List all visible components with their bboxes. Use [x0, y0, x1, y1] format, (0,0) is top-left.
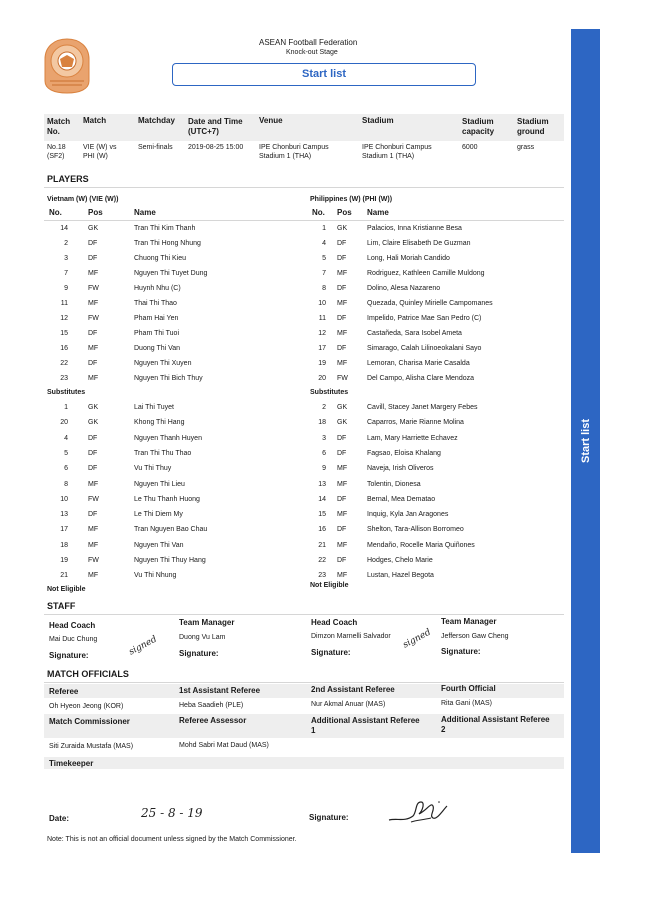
player-name: Lustan, Hazel Begota: [367, 572, 434, 580]
divider: [44, 187, 564, 188]
aff-logo: [42, 37, 92, 95]
player-name: Impelido, Patrice Mae San Pedro (C): [367, 315, 482, 322]
assessor-label: Referee Assessor: [179, 716, 247, 725]
player-number: 14: [60, 225, 68, 232]
player-name: Lim, Claire Elisabeth De Guzman: [367, 240, 471, 247]
player-position: DF: [337, 449, 347, 457]
signature-scribble-icon: [387, 796, 457, 826]
player-number: 4: [322, 240, 326, 247]
away-team-manager-name: Jefferson Gaw Cheng: [441, 633, 509, 640]
player-number: 3: [322, 434, 326, 442]
player-name: Shelton, Tara-Allison Borromeo: [367, 526, 464, 534]
player-name: Vu Thi Nhung: [134, 572, 177, 580]
away-coach-signature-label: Signature:: [311, 648, 351, 657]
player-name: Lemoran, Charisa Marie Casalda: [367, 360, 470, 367]
home-handwritten-signed: signed: [127, 634, 159, 658]
away-not-eligible-label: Not Eligible: [310, 582, 349, 589]
player-name: Chuong Thi Kieu: [134, 255, 187, 262]
away-col-name: Name: [367, 208, 389, 217]
match-no-value: No.18: [47, 144, 66, 151]
player-position: MF: [337, 480, 348, 488]
player-name: Tran Thi Kim Thanh: [134, 225, 196, 232]
player-number: 16: [60, 345, 68, 352]
player-number: 9: [322, 465, 326, 473]
col-date-time: Date and Time (UTC+7): [188, 117, 243, 136]
stage-name: Knock-out Stage: [286, 49, 338, 56]
assessor-name: Mohd Sabri Mat Daud (MAS): [179, 742, 269, 749]
fourth-official-label: Fourth Official: [441, 684, 496, 693]
player-name: Tran Thi Thu Thao: [134, 449, 192, 457]
player-position: DF: [337, 285, 347, 292]
player-position: FW: [88, 285, 99, 292]
player-number: 12: [60, 315, 68, 322]
timekeeper-label: Timekeeper: [49, 759, 94, 768]
player-name: Duong Thi Van: [134, 345, 181, 352]
player-position: MF: [88, 541, 99, 549]
player-position: DF: [88, 255, 98, 262]
player-position: DF: [337, 240, 347, 247]
away-substitutes-label: Substitutes: [310, 389, 349, 396]
player-number: 10: [318, 300, 326, 307]
player-name: Le Thi Diem My: [134, 511, 183, 519]
player-position: DF: [88, 330, 98, 337]
player-name: Tran Nguyen Bao Chau: [134, 526, 208, 534]
officials-band: [44, 757, 564, 769]
home-coach-signature-label: Signature:: [49, 651, 89, 660]
player-name: Lai Thi Tuyet: [134, 404, 174, 411]
player-number: 17: [318, 345, 326, 352]
side-title-text: Start list: [579, 418, 592, 464]
referee-name: Oh Hyeon Jeong (KOR): [49, 703, 124, 710]
home-substitutes-label: Substitutes: [47, 389, 86, 396]
player-name: Nguyen Thi Thuy Hang: [134, 557, 206, 564]
player-number: 16: [318, 526, 326, 534]
player-name: Tran Thi Hong Nhung: [134, 240, 201, 247]
player-position: MF: [337, 572, 348, 580]
player-name: Bernal, Mea Dematao: [367, 495, 436, 503]
player-name: Le Thu Thanh Huong: [134, 495, 200, 503]
divider: [44, 682, 564, 683]
player-position: DF: [88, 240, 98, 247]
player-name: Nguyen Thanh Huyen: [134, 434, 202, 442]
footer-note: Note: This is not an official document unless signed by the Match Commissioner.: [47, 836, 297, 843]
footer-date-value: 25 - 8 - 19: [141, 806, 203, 820]
col-match: Match: [83, 116, 107, 125]
player-number: 5: [64, 449, 68, 457]
player-number: 15: [60, 330, 68, 337]
player-number: 5: [322, 255, 326, 262]
player-number: 8: [322, 285, 326, 292]
player-position: MF: [88, 572, 99, 580]
venue-value: IPE Chonburi Campus: [259, 144, 329, 151]
player-name: Pham Hai Yen: [134, 315, 179, 322]
aar2-label: Additional Assistant Referee: [441, 715, 550, 724]
player-position: MF: [88, 345, 99, 352]
divider: [44, 614, 564, 615]
away-head-coach-label: Head Coach: [311, 618, 358, 627]
player-position: DF: [337, 434, 347, 442]
player-position: MF: [337, 270, 348, 277]
player-position: DF: [337, 315, 347, 322]
col-match-no: Match No.: [47, 117, 71, 136]
player-number: 12: [318, 330, 326, 337]
side-title-bar: [571, 29, 600, 853]
player-position: DF: [337, 557, 347, 564]
player-number: 1: [322, 225, 326, 232]
home-col-pos: Pos: [88, 208, 103, 217]
ground-value: grass: [517, 144, 535, 151]
player-number: 9: [64, 285, 68, 292]
player-name: Nguyen Thi Lieu: [134, 480, 185, 488]
player-name: Fagsao, Eloisa Khalang: [367, 449, 441, 457]
player-position: MF: [88, 526, 99, 534]
player-name: Mendaño, Rocelle Maria Quiñones: [367, 541, 475, 549]
ar1-name: Heba Saadieh (PLE): [179, 702, 244, 709]
player-name: Quezada, Quinley Mirielle Campomanes: [367, 300, 493, 307]
players-section-title: PLAYERS: [47, 174, 89, 184]
col-matchday: Matchday: [138, 116, 175, 125]
player-number: 1: [64, 404, 68, 411]
player-position: GK: [337, 419, 348, 427]
player-name: Khong Thi Hang: [134, 419, 185, 427]
referee-label: Referee: [49, 687, 79, 696]
player-position: MF: [88, 375, 99, 382]
player-name: Cavill, Stacey Janet Margery Febes: [367, 404, 478, 411]
player-position: DF: [88, 449, 98, 457]
capacity-value: 6000: [462, 144, 478, 151]
player-number: 18: [318, 419, 326, 427]
page-title: Start list: [301, 68, 346, 80]
player-position: MF: [337, 300, 348, 307]
aar1-label-2: 1: [311, 726, 316, 735]
home-team-manager-label: Team Manager: [179, 618, 235, 627]
title-box: [172, 63, 476, 86]
player-position: MF: [88, 270, 99, 277]
player-number: 11: [60, 300, 68, 307]
player-name: Naveja, Irish Oliveros: [367, 465, 434, 473]
ar2-name: Nur Akmal Anuar (MAS): [311, 701, 386, 708]
player-number: 22: [60, 360, 68, 367]
player-position: GK: [88, 404, 99, 411]
player-name: Caparros, Marie Rianne Molina: [367, 419, 464, 427]
player-position: GK: [88, 225, 99, 232]
player-number: 23: [60, 375, 68, 382]
player-position: FW: [88, 315, 99, 322]
player-number: 4: [64, 434, 68, 442]
away-manager-signature-label: Signature:: [441, 647, 481, 656]
home-team-manager-name: Duong Vu Lam: [179, 634, 226, 641]
player-number: 13: [318, 480, 326, 488]
player-name: Nguyen Thi Xuyen: [134, 360, 192, 367]
officials-section-title: MATCH OFFICIALS: [47, 669, 129, 679]
player-number: 21: [60, 572, 68, 580]
col-capacity: Stadium capacity: [462, 117, 495, 136]
player-position: DF: [337, 526, 347, 534]
player-number: 14: [318, 495, 326, 503]
matchday-value: Semi-finals: [138, 144, 173, 151]
ar1-label: 1st Assistant Referee: [179, 686, 261, 695]
player-position: DF: [337, 345, 347, 352]
player-number: 15: [318, 511, 326, 519]
player-position: MF: [337, 360, 348, 367]
player-number: 23: [318, 572, 326, 580]
player-position: MF: [337, 465, 348, 473]
venue-value-2: Stadium 1 (THA): [259, 153, 312, 160]
aar1-label: Additional Assistant Referee: [311, 716, 420, 725]
home-manager-signature-label: Signature:: [179, 649, 219, 658]
player-position: MF: [88, 300, 99, 307]
player-name: Nguyen Thi Tuyet Dung: [134, 270, 208, 277]
player-number: 17: [60, 526, 68, 534]
player-name: Pham Thi Tuoi: [134, 330, 180, 337]
player-number: 7: [322, 270, 326, 277]
home-head-coach-label: Head Coach: [49, 621, 96, 630]
player-position: DF: [337, 495, 347, 503]
match-value-2: PHI (W): [83, 153, 108, 160]
player-number: 19: [60, 557, 68, 564]
stadium-value: IPE Chonburi Campus: [362, 144, 432, 151]
commissioner-name: Siti Zuraida Mustafa (MAS): [49, 743, 134, 750]
footer-date-label: Date:: [49, 814, 70, 823]
player-number: 6: [322, 449, 326, 457]
player-number: 10: [60, 495, 68, 503]
fourth-official-name: Rita Gani (MAS): [441, 700, 492, 707]
player-number: 6: [64, 465, 68, 473]
player-position: MF: [88, 480, 99, 488]
date-time-value: 2019-08-25 15:00: [188, 144, 244, 151]
org-name: ASEAN Football Federation: [259, 38, 358, 47]
player-name: Tolentin, Dionesa: [367, 480, 421, 488]
footer-signature-label: Signature:: [309, 813, 349, 822]
player-position: GK: [88, 419, 99, 427]
player-position: DF: [337, 255, 347, 262]
player-number: 3: [64, 255, 68, 262]
col-ground: Stadium ground: [517, 117, 549, 136]
player-name: Castañeda, Sara Isobel Ameta: [367, 330, 462, 337]
player-number: 21: [318, 541, 326, 549]
player-position: FW: [88, 495, 99, 503]
player-number: 18: [60, 541, 68, 549]
aff-logo-icon: [42, 37, 92, 95]
match-no-value-2: (SF2): [47, 153, 65, 160]
aar2-label-2: 2: [441, 725, 446, 734]
player-name: Lam, Mary Harriette Echavez: [367, 434, 458, 442]
player-name: Huynh Nhu (C): [134, 285, 181, 292]
player-name: Thai Thi Thao: [134, 300, 177, 307]
player-number: 7: [64, 270, 68, 277]
away-col-pos: Pos: [337, 208, 352, 217]
player-name: Long, Hali Moriah Candido: [367, 255, 450, 262]
player-name: Simarago, Calah Lilinoeokalani Sayo: [367, 345, 482, 352]
player-position: DF: [88, 434, 98, 442]
player-position: DF: [88, 465, 98, 473]
player-name: Nguyen Thi Van: [134, 541, 184, 549]
staff-section-title: STAFF: [47, 601, 76, 611]
player-position: MF: [337, 511, 348, 519]
home-team-name: Vietnam (W) (VIE (W)): [47, 196, 119, 203]
away-col-no: No.: [312, 208, 325, 217]
player-number: 19: [318, 360, 326, 367]
away-team-manager-label: Team Manager: [441, 617, 497, 626]
away-team-name: Philippines (W) (PHI (W)): [310, 196, 393, 203]
player-number: 8: [64, 480, 68, 488]
player-position: DF: [88, 511, 98, 519]
player-position: GK: [337, 225, 348, 232]
player-name: Hodges, Chelo Marie: [367, 557, 433, 564]
player-name: Inquig, Kyla Jan Aragones: [367, 511, 449, 519]
player-number: 2: [322, 404, 326, 411]
player-name: Del Campo, Alisha Clare Mendoza: [367, 375, 474, 382]
player-position: FW: [88, 557, 99, 564]
player-position: DF: [88, 360, 98, 367]
ar2-label: 2nd Assistant Referee: [311, 685, 395, 694]
player-name: Dolino, Alesa Nazareno: [367, 285, 441, 292]
home-head-coach-name: Mai Duc Chung: [49, 636, 98, 643]
player-name: Nguyen Thi Bich Thuy: [134, 375, 203, 382]
home-not-eligible-label: Not Eligible: [47, 586, 86, 593]
player-name: Vu Thi Thuy: [134, 465, 172, 473]
divider: [44, 220, 564, 221]
player-number: 13: [60, 511, 68, 519]
player-number: 20: [60, 419, 68, 427]
player-number: 20: [318, 375, 326, 382]
player-number: 11: [318, 315, 326, 322]
player-name: Rodriguez, Kathleen Camille Muldong: [367, 270, 485, 277]
stadium-value-2: Stadium 1 (THA): [362, 153, 415, 160]
col-venue: Venue: [259, 116, 283, 125]
commissioner-label: Match Commissioner: [49, 717, 130, 726]
player-position: GK: [337, 404, 348, 411]
home-col-no: No.: [49, 208, 62, 217]
player-name: Palacios, Inna Kristianne Besa: [367, 225, 462, 232]
home-col-name: Name: [134, 208, 156, 217]
away-head-coach-name: Dimzon Marnelli Salvador: [311, 633, 391, 640]
player-position: FW: [337, 375, 348, 382]
player-number: 2: [64, 240, 68, 247]
player-position: MF: [337, 541, 348, 549]
commissioner-signature: [387, 796, 457, 826]
col-stadium: Stadium: [362, 116, 394, 125]
match-value: VIE (W) vs: [83, 144, 117, 151]
away-handwritten-signed: signed: [401, 627, 433, 651]
player-number: 22: [318, 557, 326, 564]
player-position: MF: [337, 330, 348, 337]
